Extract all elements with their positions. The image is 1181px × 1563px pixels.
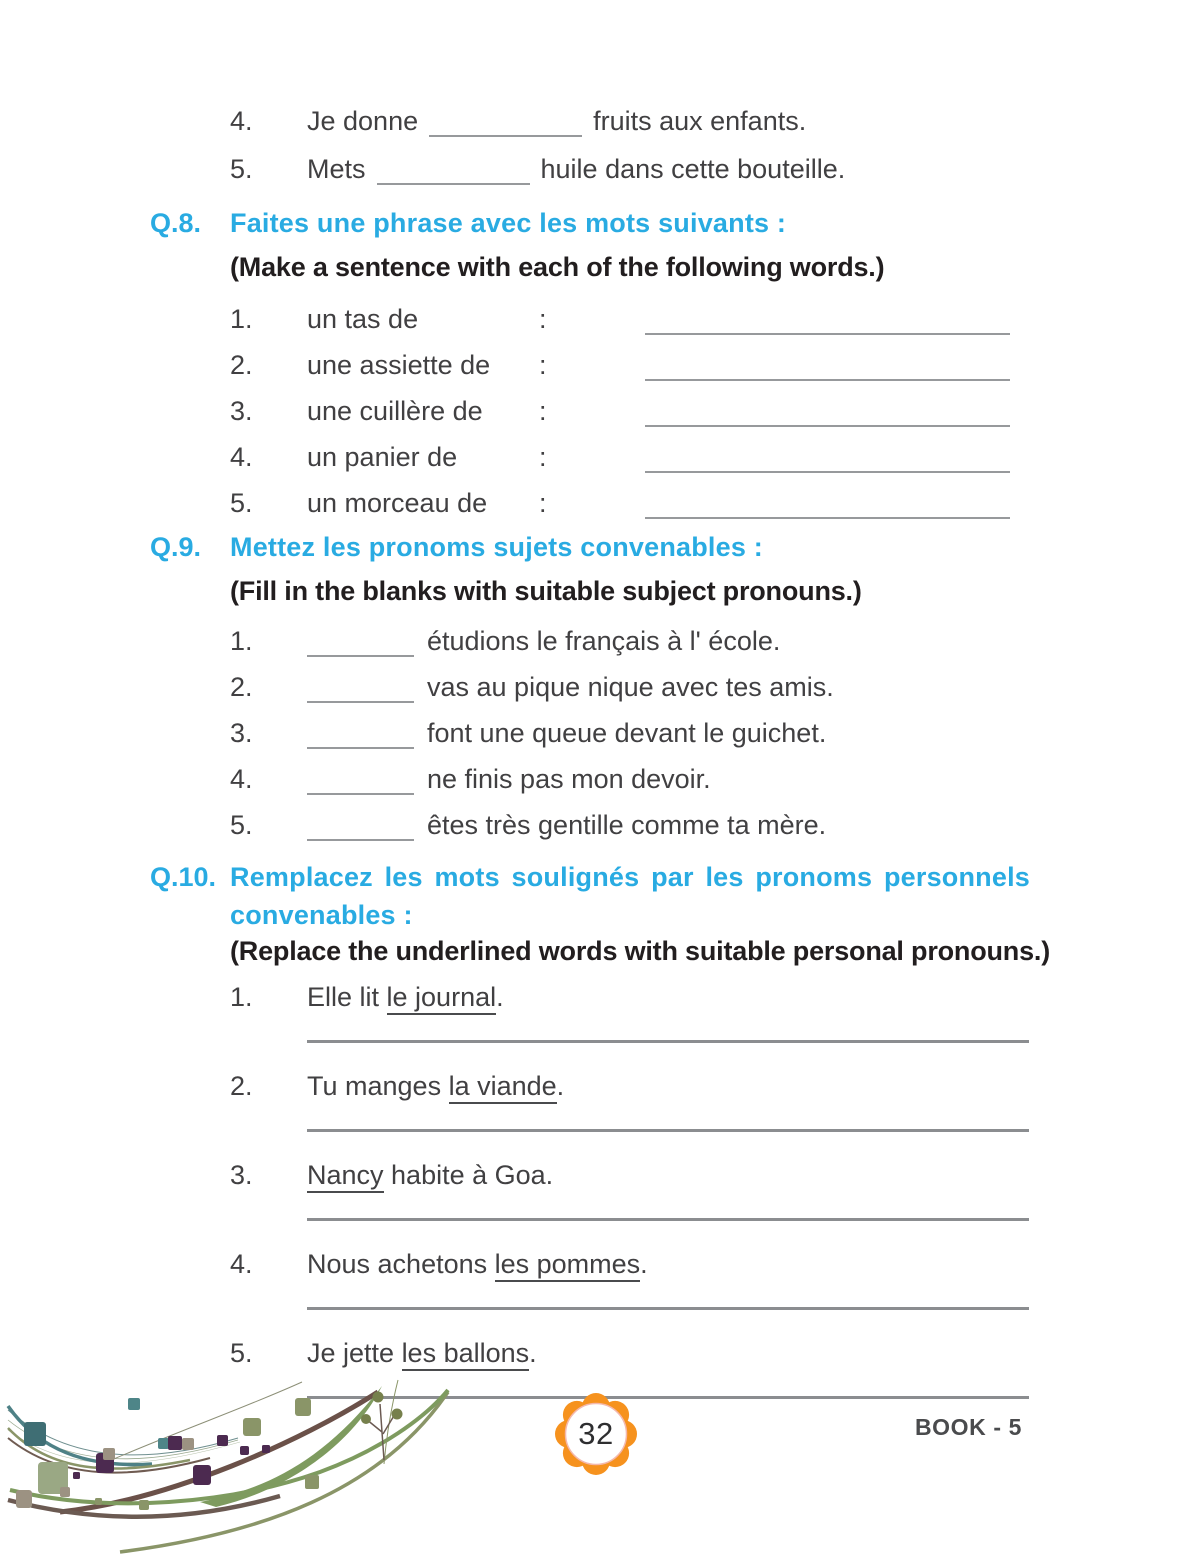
item-number: 5. bbox=[230, 488, 253, 518]
sentence-start: Je donne bbox=[307, 106, 419, 136]
blank-line bbox=[307, 745, 414, 749]
item-number: 3. bbox=[230, 396, 253, 426]
pronoun-item bbox=[230, 802, 1181, 848]
answer-space bbox=[307, 802, 414, 848]
item-number: 1. bbox=[230, 982, 253, 1012]
item-text: ne finis pas mon devoir. bbox=[427, 764, 711, 794]
question-title: Mettez les pronoms sujets convenables : bbox=[230, 532, 763, 562]
question-translation: (Make a sentence with each of the following words.) bbox=[230, 252, 885, 282]
answer-line bbox=[307, 1040, 1029, 1043]
item-number: 2. bbox=[230, 1071, 253, 1101]
sentence-start: Tu manges bbox=[307, 1071, 449, 1101]
item-term: un panier de bbox=[307, 442, 458, 472]
question-translation: (Replace the underlined words with suitable personal pronouns.) bbox=[230, 936, 1050, 966]
sentence-end: . bbox=[496, 982, 504, 1012]
replace-item bbox=[230, 1069, 1181, 1103]
item-number: 5. bbox=[230, 810, 253, 840]
item-number: 4. bbox=[230, 1249, 253, 1279]
item-number: 4. bbox=[230, 106, 253, 136]
item-text: étudions le français à l' école. bbox=[427, 626, 781, 656]
fill-blank-item bbox=[230, 104, 1181, 138]
word-item bbox=[230, 296, 1181, 342]
item-number: 2. bbox=[230, 672, 253, 702]
item-text: vas au pique nique avec tes amis. bbox=[427, 672, 834, 702]
question-title: Faites une phrase avec les mots suivants : bbox=[230, 208, 787, 238]
sentence-start: Elle lit bbox=[307, 982, 387, 1012]
blank-line bbox=[645, 331, 1010, 335]
question-label: Q.9. bbox=[150, 532, 202, 562]
sentence-end: fruits aux enfants. bbox=[593, 106, 807, 136]
sentence-end: . bbox=[640, 1249, 648, 1279]
footer-artwork bbox=[0, 1372, 452, 1560]
blank-line bbox=[645, 377, 1010, 381]
book-label: BOOK - 5 bbox=[914, 1414, 1022, 1440]
question-heading-q10 bbox=[150, 858, 1181, 934]
answer-space bbox=[645, 342, 1010, 388]
underlined-words: le journal bbox=[387, 982, 497, 1015]
replace-item bbox=[230, 1247, 1181, 1281]
item-text bbox=[307, 1158, 553, 1192]
underlined-words: la viande bbox=[449, 1071, 557, 1104]
sentence-end: . bbox=[556, 1071, 565, 1101]
answer-space bbox=[307, 756, 414, 802]
colon: : bbox=[539, 488, 547, 518]
answer-space bbox=[307, 664, 414, 710]
blank-line bbox=[429, 133, 582, 137]
item-term: une assiette de bbox=[307, 350, 491, 380]
answer-space bbox=[645, 296, 1010, 342]
blank-line bbox=[307, 699, 414, 703]
pronoun-item bbox=[230, 664, 1181, 710]
replace-item bbox=[230, 980, 1181, 1014]
blank-line bbox=[307, 837, 414, 841]
item-text bbox=[307, 1069, 564, 1103]
sentence-end: huile dans cette bouteille. bbox=[540, 154, 846, 184]
answer-space bbox=[645, 388, 1010, 434]
blank-line bbox=[645, 469, 1010, 473]
item-number: 1. bbox=[230, 626, 253, 656]
pronoun-item bbox=[230, 710, 1181, 756]
item-number: 5. bbox=[230, 154, 253, 184]
answer-space bbox=[307, 710, 414, 756]
answer-space bbox=[645, 434, 1010, 480]
item-number: 3. bbox=[230, 1160, 253, 1190]
item-text bbox=[307, 104, 806, 138]
question-label: Q.8. bbox=[150, 208, 202, 238]
blank-line bbox=[377, 181, 530, 185]
blank-line bbox=[307, 791, 414, 795]
colon: : bbox=[539, 396, 547, 426]
sentence-end: habite à Goa. bbox=[383, 1160, 554, 1190]
colon: : bbox=[539, 350, 547, 380]
underlined-words: les ballons bbox=[402, 1338, 530, 1371]
question-label: Q.10. bbox=[150, 862, 217, 892]
question-heading-q9 bbox=[150, 528, 1181, 566]
pronoun-item bbox=[230, 756, 1181, 802]
answer-line bbox=[307, 1218, 1029, 1221]
item-term: un tas de bbox=[307, 304, 419, 334]
item-number: 2. bbox=[230, 350, 253, 380]
answer-line bbox=[307, 1307, 1029, 1310]
sentence-start: Je jette bbox=[307, 1338, 402, 1368]
item-text: êtes très gentille comme ta mère. bbox=[427, 810, 827, 840]
blank-line bbox=[645, 423, 1010, 427]
question-heading-q8 bbox=[150, 204, 1181, 242]
fill-blank-item bbox=[230, 152, 1181, 186]
word-item bbox=[230, 388, 1181, 434]
blank-line bbox=[307, 653, 414, 657]
word-item bbox=[230, 342, 1181, 388]
item-number: 5. bbox=[230, 1338, 253, 1368]
item-number: 1. bbox=[230, 304, 253, 334]
colon: : bbox=[539, 304, 547, 334]
item-text bbox=[307, 152, 845, 186]
underlined-words: Nancy bbox=[307, 1160, 384, 1193]
word-item bbox=[230, 434, 1181, 480]
decorative-swirl-art bbox=[0, 1372, 452, 1560]
answer-space bbox=[645, 480, 1010, 526]
blank-line bbox=[645, 515, 1010, 519]
replace-item bbox=[230, 1158, 1181, 1192]
sentence-end: . bbox=[529, 1338, 537, 1368]
page-number-badge bbox=[553, 1391, 639, 1477]
colon: : bbox=[539, 442, 547, 472]
page-number: 32 bbox=[578, 1416, 614, 1451]
item-text: font une queue devant le guichet. bbox=[427, 718, 827, 748]
item-text bbox=[307, 1336, 537, 1370]
item-number: 3. bbox=[230, 718, 253, 748]
item-term: un morceau de bbox=[307, 488, 488, 518]
replace-item bbox=[230, 1336, 1181, 1370]
pronoun-item bbox=[230, 618, 1181, 664]
item-term: une cuillère de bbox=[307, 396, 483, 426]
underlined-words: les pommes bbox=[495, 1249, 641, 1282]
answer-line bbox=[307, 1129, 1029, 1132]
question-translation: (Fill in the blanks with suitable subject pronouns.) bbox=[230, 576, 862, 606]
sentence-start: Mets bbox=[307, 154, 366, 184]
sentence-start: Nous achetons bbox=[307, 1249, 495, 1279]
item-text bbox=[307, 980, 504, 1014]
item-number: 4. bbox=[230, 442, 253, 472]
answer-space bbox=[307, 618, 414, 664]
word-item bbox=[230, 480, 1181, 526]
question-title: Remplacez les mots soulignés par les pronoms personnels convenables : bbox=[230, 862, 1030, 930]
item-text bbox=[307, 1247, 648, 1281]
item-number: 4. bbox=[230, 764, 253, 794]
